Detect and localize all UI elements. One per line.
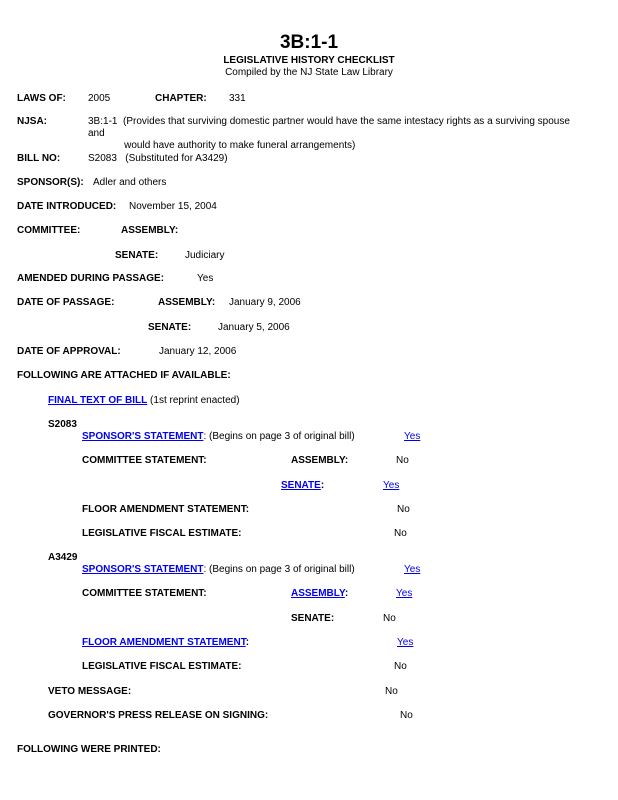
s2083-sponsor-statement-yes-link[interactable]: Yes bbox=[404, 431, 421, 442]
bill-no-value bbox=[88, 154, 228, 164]
passage-assembly-value: January 9, 2006 bbox=[229, 297, 301, 308]
final-text-row bbox=[48, 396, 240, 406]
attached-heading: FOLLOWING ARE ATTACHED IF AVAILABLE: bbox=[17, 370, 231, 381]
s2083-sponsor-statement-note: : (Begins on page 3 of original bill) bbox=[203, 431, 355, 442]
bill-substituted-note: (Substituted for A3429) bbox=[125, 153, 228, 164]
s2083-floor-amendment-value: No bbox=[397, 504, 410, 515]
s2083-label: S2083 bbox=[48, 419, 77, 430]
s2083-committee-senate-colon: : bbox=[320, 480, 325, 491]
s2083-committee-senate-link[interactable]: SENATE bbox=[281, 480, 321, 491]
final-text-link[interactable]: FINAL TEXT OF BILL bbox=[48, 395, 148, 406]
s2083-committee-senate-row bbox=[281, 481, 324, 491]
a3429-floor-amendment-yes-link[interactable]: Yes bbox=[397, 637, 414, 648]
njsa-label: NJSA: bbox=[17, 116, 48, 127]
s2083-sponsor-statement-link[interactable]: SPONSOR'S STATEMENT bbox=[82, 431, 204, 442]
a3429-committee-senate-label: SENATE: bbox=[291, 613, 335, 624]
s2083-committee-assembly-value: No bbox=[396, 455, 409, 466]
passage-assembly-label: ASSEMBLY: bbox=[158, 297, 216, 308]
governor-press-release-label: GOVERNOR'S PRESS RELEASE ON SIGNING: bbox=[48, 710, 269, 721]
s2083-committee-assembly-label: ASSEMBLY: bbox=[291, 455, 349, 466]
s2083-committee-statement-label: COMMITTEE STATEMENT: bbox=[82, 455, 207, 466]
a3429-sponsor-statement-link[interactable]: SPONSOR'S STATEMENT bbox=[82, 564, 204, 575]
date-of-approval-value: January 12, 2006 bbox=[159, 346, 237, 357]
s2083-sponsor-statement-row bbox=[82, 432, 355, 442]
njsa-code: 3B:1-1 bbox=[88, 116, 118, 127]
governor-press-release-value: No bbox=[400, 710, 413, 721]
veto-message-label: VETO MESSAGE: bbox=[48, 686, 132, 697]
a3429-committee-senate-value: No bbox=[383, 613, 396, 624]
a3429-sponsor-statement-yes-link[interactable]: Yes bbox=[404, 564, 421, 575]
a3429-committee-assembly-colon: : bbox=[344, 588, 349, 599]
committee-label: COMMITTEE: bbox=[17, 225, 81, 236]
a3429-committee-assembly-row bbox=[291, 589, 348, 599]
bill-no-label: BILL NO: bbox=[17, 153, 61, 164]
sponsors-value: Adler and others bbox=[93, 177, 167, 188]
passage-senate-value: January 5, 2006 bbox=[218, 322, 290, 333]
chapter-label: CHAPTER: bbox=[155, 93, 207, 104]
a3429-sponsor-statement-row bbox=[82, 565, 355, 575]
njsa-description-line1: (Provides that surviving domestic partner would have the same intestacy rights as a surviving spouse and bbox=[88, 116, 570, 139]
njsa-description bbox=[88, 116, 588, 152]
amended-label: AMENDED DURING PASSAGE: bbox=[17, 273, 165, 284]
checklist-subtitle: LEGISLATIVE HISTORY CHECKLIST bbox=[223, 55, 395, 66]
date-introduced-value: November 15, 2004 bbox=[129, 201, 217, 212]
a3429-committee-statement-label: COMMITTEE STATEMENT: bbox=[82, 588, 207, 599]
a3429-floor-amendment-link[interactable]: FLOOR AMENDMENT STATEMENT bbox=[82, 637, 246, 648]
page-title: 3B:1-1 bbox=[279, 32, 339, 53]
sponsors-label: SPONSOR(S): bbox=[17, 177, 84, 188]
a3429-fiscal-estimate-value: No bbox=[394, 661, 407, 672]
a3429-committee-assembly-yes-link[interactable]: Yes bbox=[396, 588, 413, 599]
a3429-fiscal-estimate-label: LEGISLATIVE FISCAL ESTIMATE: bbox=[82, 661, 242, 672]
veto-message-value: No bbox=[385, 686, 398, 697]
committee-assembly-label: ASSEMBLY: bbox=[121, 225, 179, 236]
amended-value: Yes bbox=[197, 273, 214, 284]
a3429-floor-amendment-colon: : bbox=[245, 637, 250, 648]
laws-of-label: LAWS OF: bbox=[17, 93, 66, 104]
committee-senate-label: SENATE: bbox=[115, 250, 159, 261]
chapter-value: 331 bbox=[229, 93, 246, 104]
a3429-committee-assembly-link[interactable]: ASSEMBLY bbox=[291, 588, 345, 599]
committee-senate-value: Judiciary bbox=[185, 250, 225, 261]
date-of-approval-label: DATE OF APPROVAL: bbox=[17, 346, 121, 357]
njsa-description-line2: would have authority to make funeral arrangements) bbox=[124, 140, 356, 151]
a3429-sponsor-statement-note: : (Begins on page 3 of original bill) bbox=[203, 564, 355, 575]
s2083-committee-senate-yes-link[interactable]: Yes bbox=[383, 480, 400, 491]
compiled-by: Compiled by the NJ State Law Library bbox=[225, 67, 393, 78]
a3429-floor-amendment-row bbox=[82, 638, 249, 648]
passage-senate-label: SENATE: bbox=[148, 322, 192, 333]
date-of-passage-label: DATE OF PASSAGE: bbox=[17, 297, 115, 308]
following-printed-heading: FOLLOWING WERE PRINTED: bbox=[17, 744, 161, 755]
final-text-note: (1st reprint enacted) bbox=[150, 395, 240, 406]
s2083-fiscal-estimate-value: No bbox=[394, 528, 407, 539]
laws-of-year: 2005 bbox=[88, 93, 111, 104]
bill-number: S2083 bbox=[88, 153, 117, 164]
date-introduced-label: DATE INTRODUCED: bbox=[17, 201, 117, 212]
a3429-label: A3429 bbox=[48, 552, 78, 563]
s2083-floor-amendment-label: FLOOR AMENDMENT STATEMENT: bbox=[82, 504, 250, 515]
s2083-fiscal-estimate-label: LEGISLATIVE FISCAL ESTIMATE: bbox=[82, 528, 242, 539]
